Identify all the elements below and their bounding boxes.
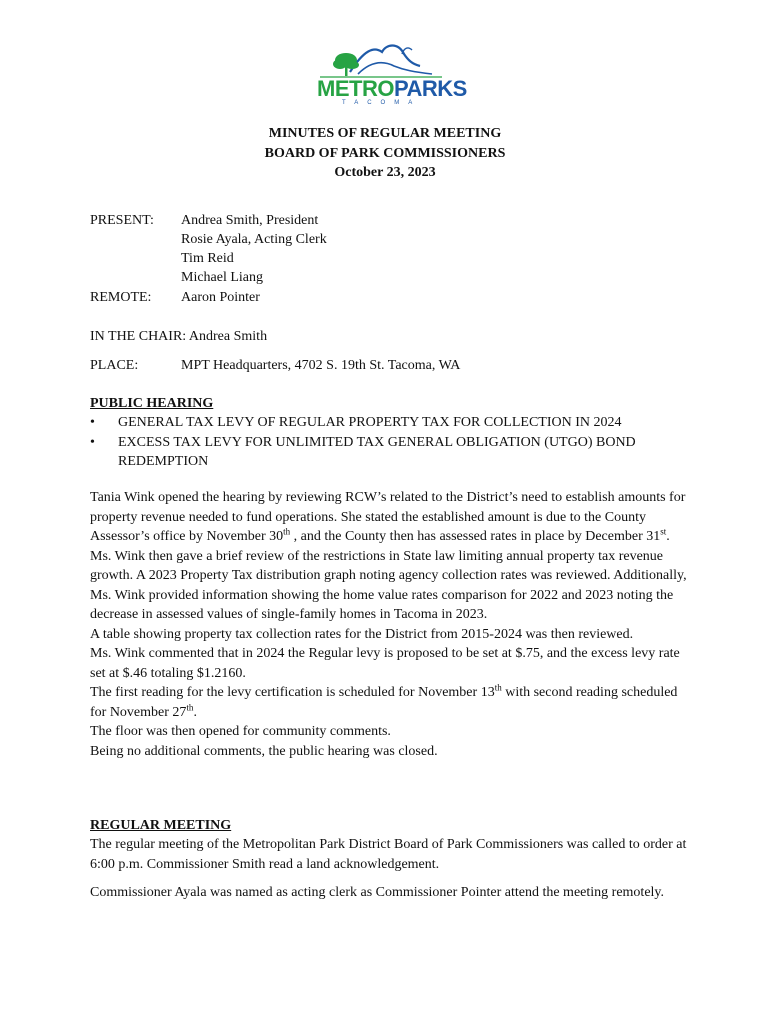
paragraph: Commissioner Ayala was named as acting clerk as Commissioner Pointer attend the meeting remotely. [90, 885, 665, 900]
in-the-chair: IN THE CHAIR: Andrea Smith [90, 329, 268, 344]
remote-member: Aaron Pointer [181, 290, 260, 305]
paragraph: The floor was then opened for community comments. [90, 724, 391, 739]
paragraph: Being no additional comments, the public hearing was closed. [90, 743, 438, 759]
bullet-icon: • [90, 434, 95, 450]
paragraph: Tania Wink opened the hearing by reviewing RCW’s related to the District’s need to establish amounts for property revenue needed to fund operations. She stated the established amount is due to the County Assessor’s office by November 30th , and the County then has assessed rates in place by December 31st. [90, 490, 686, 544]
paragraph: The regular meeting of the Metropolitan Park District Board of Park Commissioners was called to order at 6:00 p.m. Commissioner Smith read a land acknowledgement. [90, 837, 687, 872]
present-member: Rosie Ayala, Acting Clerk [181, 232, 327, 247]
public-hearing-heading: PUBLIC HEARING [90, 396, 214, 411]
remote-label: REMOTE: [90, 290, 152, 305]
place-label: PLACE: [90, 358, 139, 373]
meeting-date: October 23, 2023 [334, 165, 436, 180]
list-item: • GENERAL TAX LEVY OF REGULAR PROPERTY TAX FOR COLLECTION IN 2024 [90, 413, 690, 433]
logo-word-metro: METRO [317, 76, 394, 101]
bullet-icon: • [90, 415, 95, 430]
paragraph: Ms. Wink then gave a brief review of the restrictions in State law limiting annual property tax revenue growth. A 2023 Property Tax distribution graph noting agency collection rates was reviewed. Additionally, Ms. Wink provided information showing the home value rates comparison for 2022 and 2023 noting the decrease in assessed values of single-family homes in Tacoma in 2023. [90, 548, 687, 622]
metro-parks-logo [312, 40, 467, 110]
logo-wordmark [317, 78, 467, 100]
regular-meeting-heading: REGULAR MEETING [90, 818, 232, 833]
place-value: MPT Headquarters, 4702 S. 19th St. Tacoma, WA [181, 358, 461, 373]
present-member: Michael Liang [181, 270, 264, 285]
paragraph: A table showing property tax collection rates for the District from 2015-2024 was then reviewed. [90, 626, 634, 642]
paragraph: Ms. Wink commented that in 2024 the Regular levy is proposed to be set at $.75, and the excess levy rate set at $.46 totaling $1.2160. [90, 646, 680, 681]
document-title [0, 124, 770, 183]
public-hearing-items [90, 413, 690, 472]
public-hearing-body [90, 488, 690, 761]
list-item: • EXCESS TAX LEVY FOR UNLIMITED TAX GENERAL OBLIGATION (UTGO) BOND REDEMPTION [90, 434, 636, 469]
regular-meeting-body [90, 835, 690, 903]
logo-city: TACOMA [342, 100, 422, 106]
title-line-1: MINUTES OF REGULAR MEETING [268, 126, 502, 141]
present-member: Andrea Smith, President [181, 213, 319, 228]
present-label: PRESENT: [90, 213, 154, 228]
logo-word-parks: PARKS [393, 76, 467, 101]
present-member: Tim Reid [181, 251, 234, 266]
title-line-2: BOARD OF PARK COMMISSIONERS [264, 145, 506, 161]
paragraph: The first reading for the levy certification is scheduled for November 13th with second reading scheduled for November 27th. [90, 682, 678, 720]
